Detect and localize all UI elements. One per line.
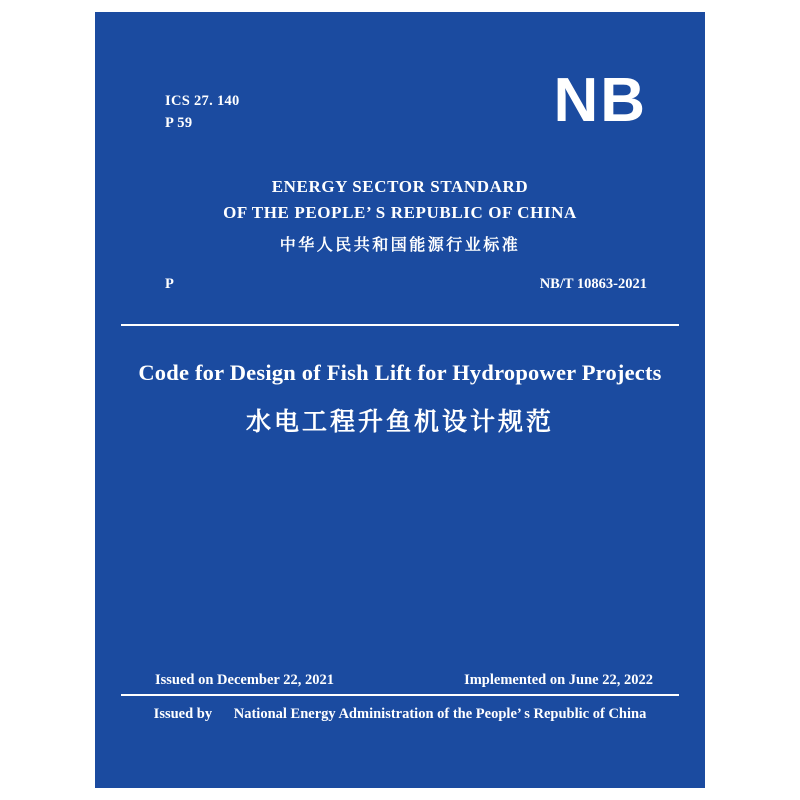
classification-code: P 59 — [165, 115, 193, 132]
standard-heading-line-2: OF THE PEOPLE’ S REPUBLIC OF CHINA — [223, 202, 577, 222]
category-letter: P — [165, 276, 174, 292]
standard-number: NB/T 10863-2021 — [539, 276, 647, 292]
ics-block — [165, 90, 240, 135]
divider-bottom — [121, 694, 679, 696]
implemented-date: Implemented on June 22, 2022 — [464, 672, 653, 688]
dates-row — [155, 672, 653, 689]
standard-heading-line-1: ENERGY SECTOR STANDARD — [271, 177, 529, 196]
document-title-english: Code for Design of Fish Lift for Hydropower Projects — [138, 360, 662, 385]
standard-code-row — [165, 276, 647, 293]
document-title-chinese: 水电工程升鱼机设计规范 — [245, 407, 554, 436]
issuer-row — [95, 706, 705, 723]
cover-header — [95, 12, 705, 312]
issued-date: Issued on December 22, 2021 — [155, 672, 334, 688]
standard-cover — [95, 12, 705, 788]
document-title — [95, 360, 705, 438]
ics-number: ICS 27. 140 — [165, 93, 240, 109]
issued-by-organization: National Energy Administration of the People’ s Republic of China — [233, 706, 647, 722]
issued-by-label: Issued by — [153, 706, 213, 722]
nb-logo: NB — [553, 66, 647, 135]
standard-heading — [95, 174, 705, 255]
standard-heading-chinese: 中华人民共和国能源行业标准 — [279, 235, 521, 254]
divider-top — [121, 324, 679, 326]
